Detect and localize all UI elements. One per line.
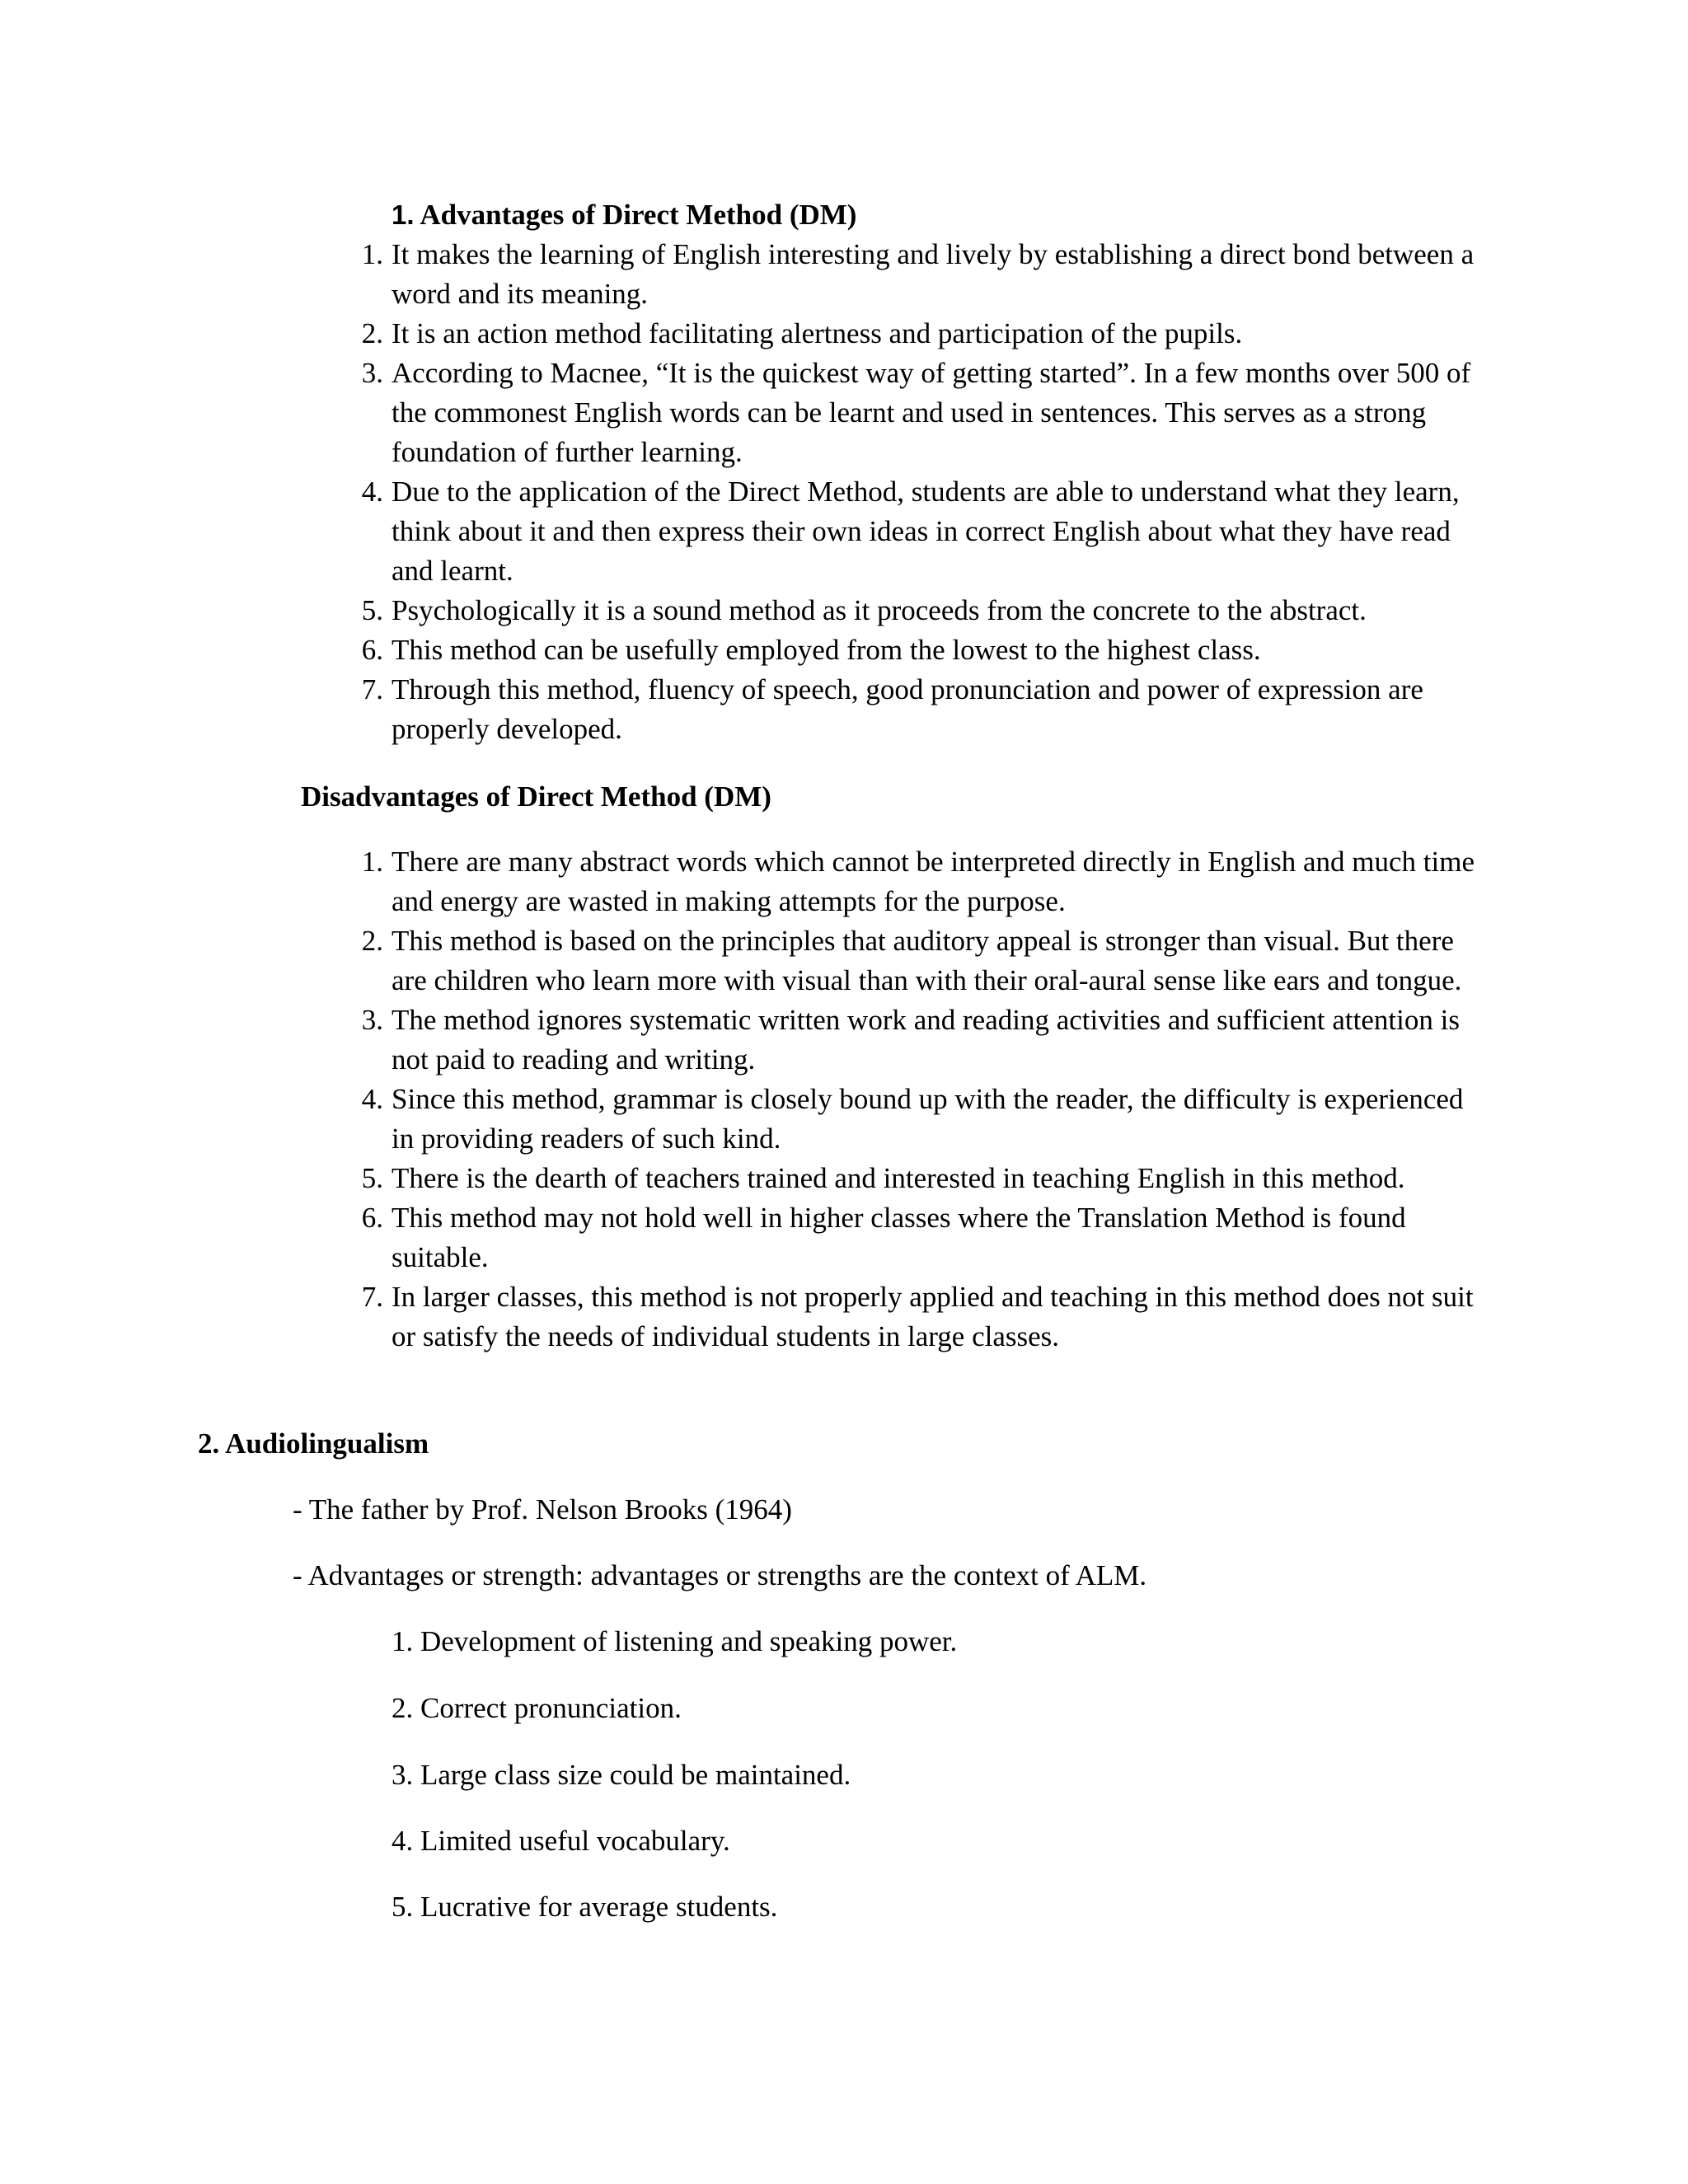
audiolingualism-heading: 2. Audiolingualism bbox=[198, 1427, 429, 1460]
list-item: 7. Through this method, fluency of speech, good pronunciation and power of expression are properly developed. bbox=[361, 673, 1423, 745]
list-item: 4. Since this method, grammar is closely bound up with the reader, the difficulty is experienced in providing readers of such kind. bbox=[361, 1083, 1464, 1155]
alm-point-3: 3. Large class size could be maintained. bbox=[392, 1759, 851, 1791]
father-line: - The father by Prof. Nelson Brooks (1964) bbox=[293, 1493, 792, 1526]
disadvantages-list bbox=[361, 842, 1479, 1357]
list-item: 1. There are many abstract words which cannot be interpreted directly in English and much time and energy are wasted in making attempts for the purpose. bbox=[361, 846, 1475, 917]
list-item: 5. There is the dearth of teachers trained and interested in teaching English in this method. bbox=[361, 1162, 1405, 1194]
alm-point-4: 4. Limited useful vocabulary. bbox=[392, 1825, 730, 1857]
alm-point-2: 2. Correct pronunciation. bbox=[392, 1692, 682, 1724]
list-item: 2. This method is based on the principles that auditory appeal is stronger than visual. But there are children who learn more with visual than with their oral-aural sense like ears and tongue. bbox=[361, 925, 1462, 996]
list-item: 6. This method may not hold well in higher classes where the Translation Method is found suitable. bbox=[361, 1202, 1406, 1273]
alm-point-5: 5. Lucrative for average students. bbox=[392, 1891, 778, 1923]
list-item: 1. It makes the learning of English interesting and lively by establishing a direct bond between a word and its meaning. bbox=[361, 238, 1475, 310]
advantages-list bbox=[361, 235, 1479, 749]
list-item: 7. In larger classes, this method is not properly applied and teaching in this method does not suit or satisfy the needs of individual students in large classes. bbox=[361, 1281, 1474, 1352]
heading-number: 1. bbox=[392, 199, 415, 230]
list-item: 4. Due to the application of the Direct Method, students are able to understand what they learn, think about it and then express their own ideas in correct English about what they have read and learnt. bbox=[361, 476, 1460, 587]
list-item: 3. The method ignores systematic written work and reading activities and sufficient attention is not paid to reading and writing. bbox=[361, 1004, 1460, 1076]
advantages-line: - Advantages or strength: advantages or strengths are the context of ALM. bbox=[293, 1559, 1147, 1591]
disadvantages-heading: Disadvantages of Direct Method (DM) bbox=[301, 780, 771, 813]
list-item: 3. According to Macnee, “It is the quickest way of getting started”. In a few months over 500 of the commonest English words can be learnt and used in sentences. This serves as a strong foundation of further learning. bbox=[361, 357, 1471, 468]
list-item: 2. It is an action method facilitating alertness and participation of the pupils. bbox=[361, 317, 1243, 349]
alm-point-1: 1. Development of listening and speaking power. bbox=[392, 1625, 958, 1657]
list-item: 5. Psychologically it is a sound method as it proceeds from the concrete to the abstract. bbox=[361, 594, 1367, 626]
heading-text: Advantages of Direct Method (DM) bbox=[420, 199, 857, 231]
list-item: 6. This method can be usefully employed from the lowest to the highest class. bbox=[361, 634, 1261, 666]
advantages-heading bbox=[392, 195, 856, 235]
